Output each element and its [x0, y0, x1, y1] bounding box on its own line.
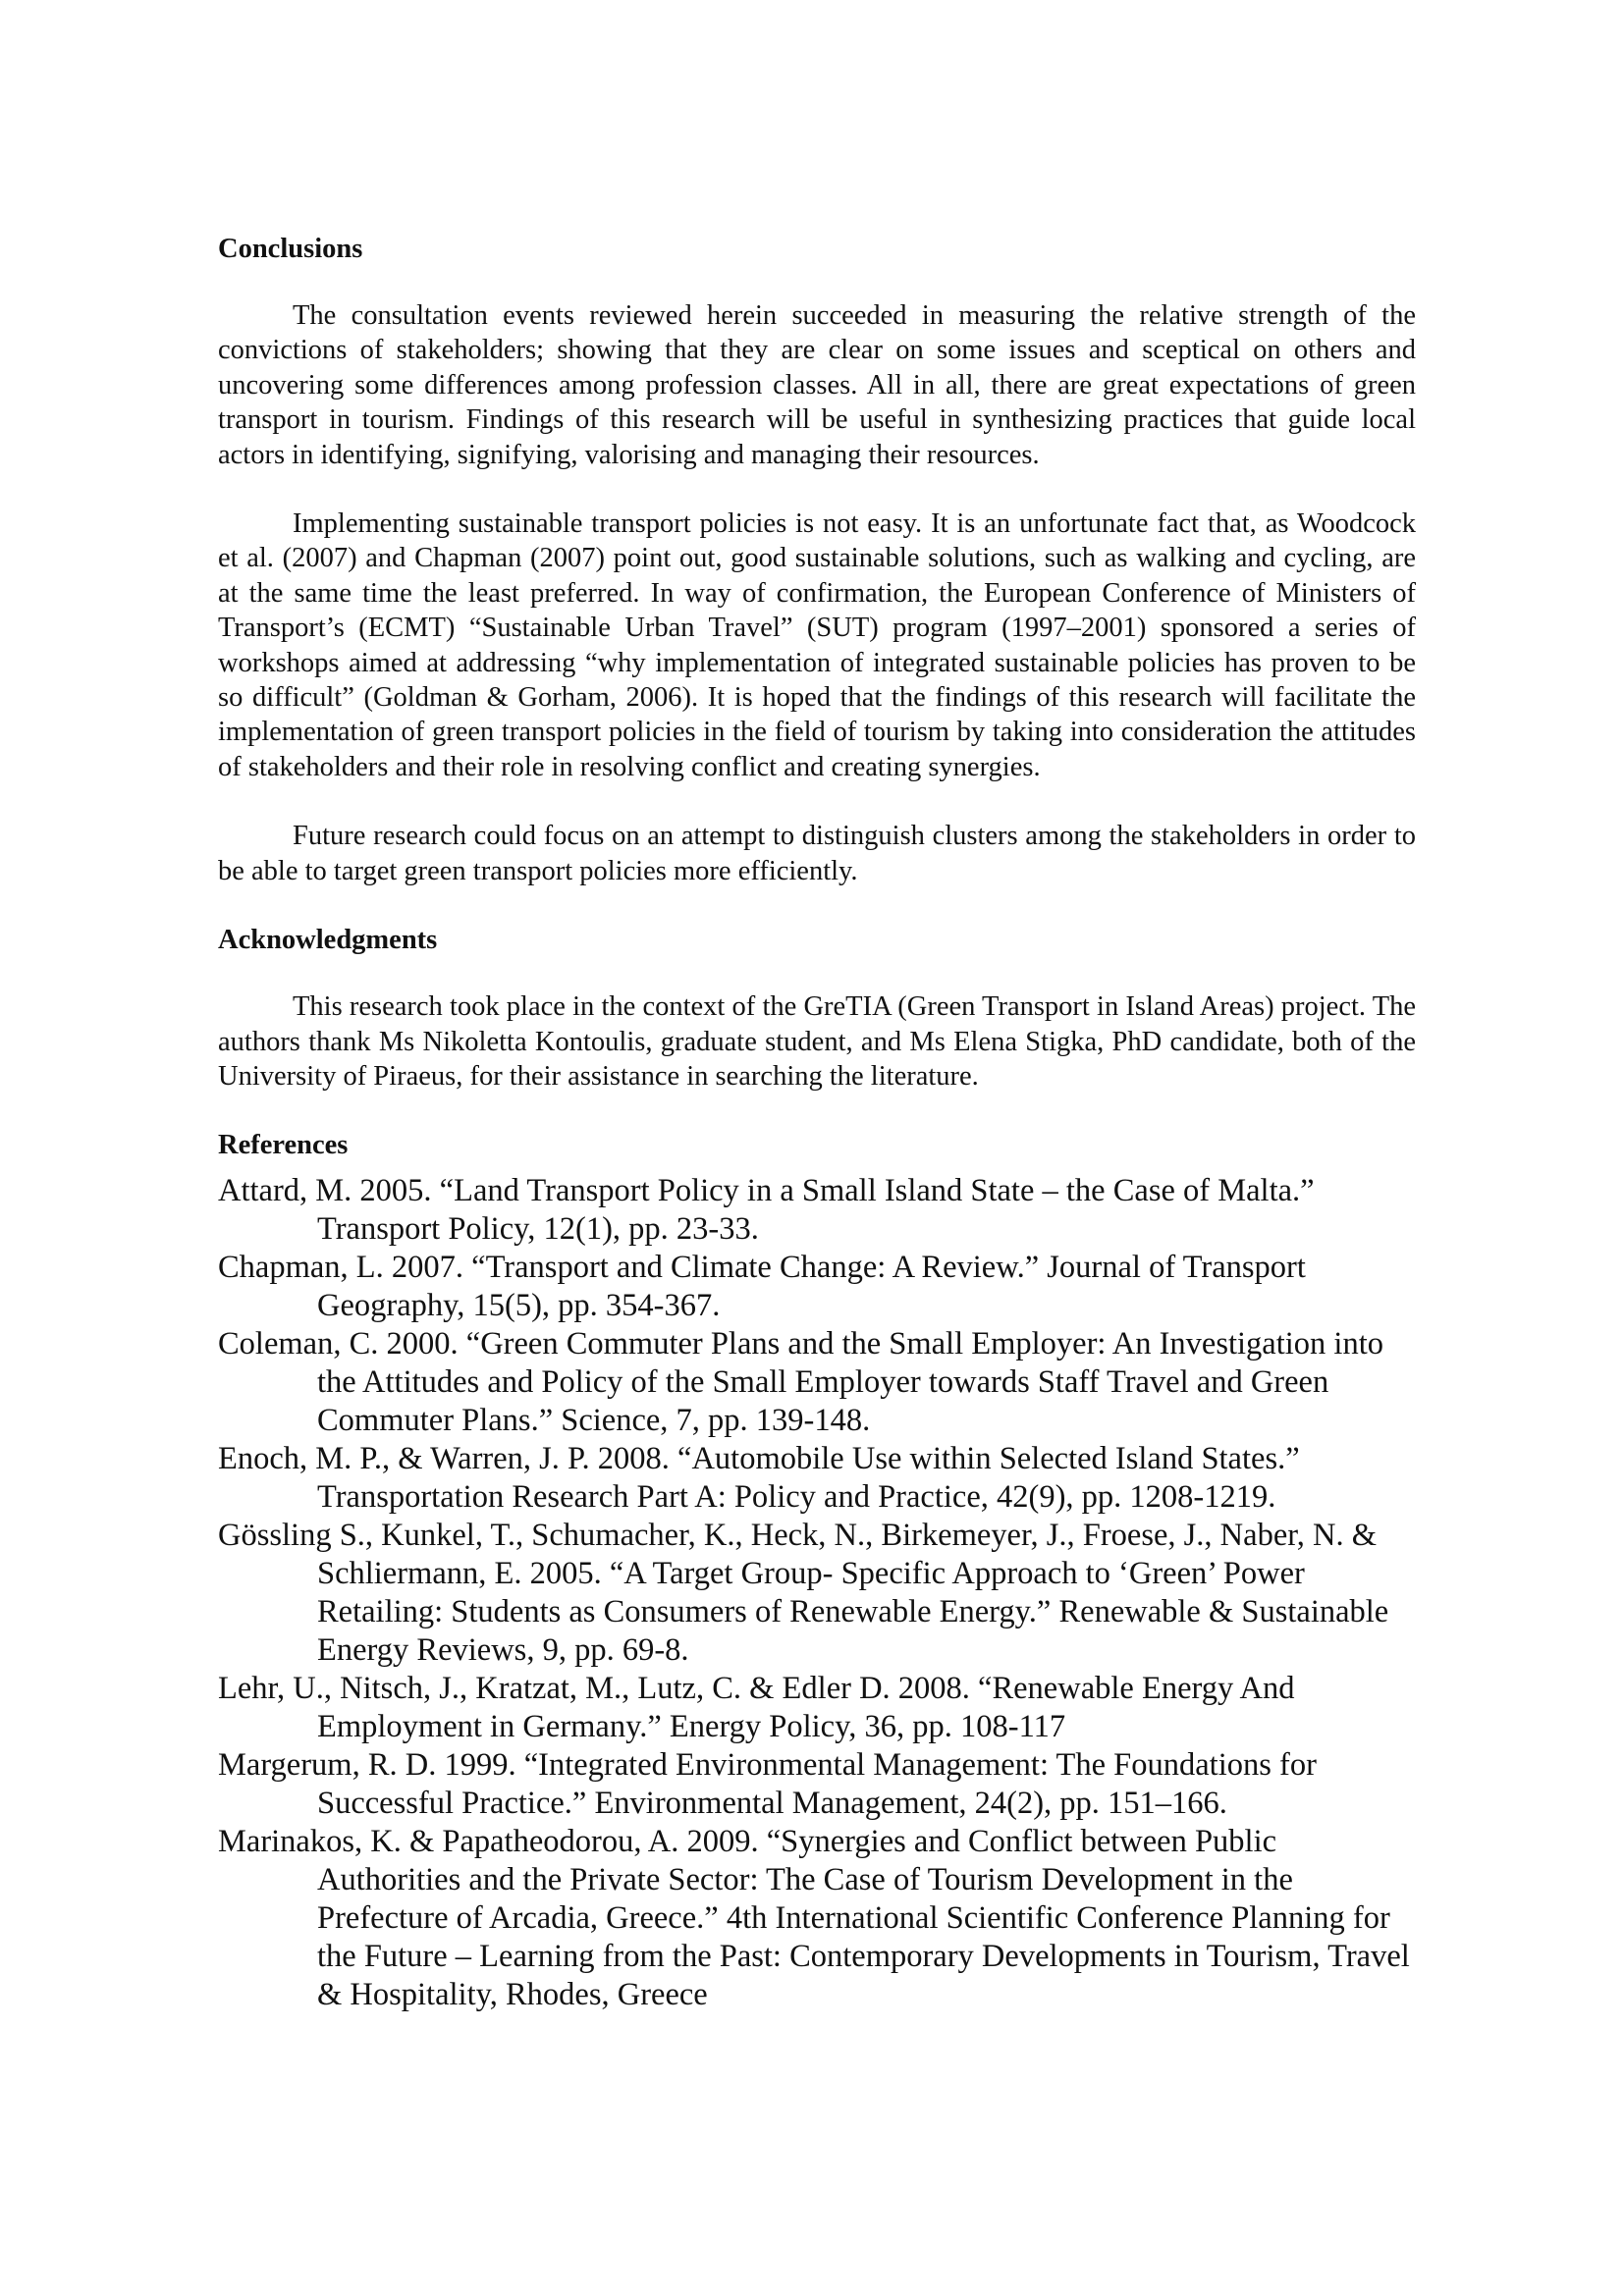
reference-marinakos-2009: Marinakos, K. & Papatheodorou, A. 2009. “Synergies and Conflict between Public Authorities and the Private Sector: The Case of Tourism Development in the Prefecture of Arcadia, Greece.” 4th International Scientific Conference Planning for the Future – Learning from the Past: Contemporary Developments in Tourism, Travel & Hospitality, Rhodes, Greece — [218, 1824, 1410, 2013]
reference-lehr-2008: Lehr, U., Nitsch, J., Kratzat, M., Lutz, C. & Edler D. 2008. “Renewable Energy And Employment in Germany.” Energy Policy, 36, pp. 108-117 — [218, 1671, 1295, 1745]
conclusions-paragraph-3: Future research could focus on an attempt to distinguish clusters among the stakeholders in order to be able to target green transport policies more efficiently. — [218, 821, 1416, 886]
reference-attard-2005: Attard, M. 2005. “Land Transport Policy in a Small Island State – the Case of Malta.” Transport Policy, 12(1), pp. 23-33. — [218, 1173, 1315, 1248]
reference-list — [218, 1172, 1416, 2014]
acknowledgments-heading: Acknowledgments — [218, 925, 438, 956]
conclusions-heading: Conclusions — [218, 234, 363, 264]
reference-chapman-2007: Chapman, L. 2007. “Transport and Climate Change: A Review.” Journal of Transport Geography, 15(5), pp. 354-367. — [218, 1250, 1306, 1324]
reference-gossling-2005: Gössling S., Kunkel, T., Schumacher, K., Heck, N., Birkemeyer, J., Froese, J., Naber, N. & Schliermann, E. 2005. “A Target Group- Specific Approach to ‘Green’ Power Retailing: Students as Consumers of Renewable Energy.” Renewable & Sustainable Energy Reviews, 9, pp. 69-8. — [218, 1518, 1389, 1669]
acknowledgments-paragraph: This research took place in the context of the GreTIA (Green Transport in Island Areas) project. The authors thank Ms Nikoletta Kontoulis, graduate student, and Ms Elena Stigka, PhD candidate, both of the University of Piraeus, for their assistance in searching the literature. — [218, 991, 1416, 1092]
conclusions-paragraph-1: The consultation events reviewed herein succeeded in measuring the relative strength of the convictions of stakeholders; showing that they are clear on some issues and sceptical on others and uncovering some differences among profession classes. All in all, there are great expectations of green transport in tourism. Findings of this research will be useful in synthesizing practices that guide local actors in identifying, signifying, valorising and managing their resources. — [218, 300, 1416, 470]
reference-enoch-2008: Enoch, M. P., & Warren, J. P. 2008. “Automobile Use within Selected Island States.” Transportation Research Part A: Policy and Practice, 42(9), pp. 1208-1219. — [218, 1441, 1300, 1516]
conclusions-paragraph-2: Implementing sustainable transport policies is not easy. It is an unfortunate fact that, as Woodcock et al. (2007) and Chapman (2007) point out, good sustainable solutions, such as walking and cycling, are at the same time the least preferred. In way of confirmation, the European Conference of Ministers of Transport’s (ECMT) “Sustainable Urban Travel” (SUT) program (1997–2001) sponsored a series of workshops aimed at addressing “why implementation of integrated sustainable policies has proven to be so difficult” (Goldman & Gorham, 2006). It is hoped that the findings of this research will facilitate the implementation of green transport policies in the field of tourism by taking into consideration the attitudes of stakeholders and their role in resolving conflict and creating synergies. — [218, 508, 1416, 782]
reference-coleman-2000: Coleman, C. 2000. “Green Commuter Plans and the Small Employer: An Investigation into the Attitudes and Policy of the Small Employer towards Staff Travel and Green Commuter Plans.” Science, 7, pp. 139-148. — [218, 1326, 1383, 1439]
references-heading: References — [218, 1130, 349, 1161]
reference-margerum-1999: Margerum, R. D. 1999. “Integrated Environmental Management: The Foundations for Successful Practice.” Environmental Management, 24(2), pp. 151–166. — [218, 1747, 1317, 1822]
document-page — [218, 232, 1416, 2014]
